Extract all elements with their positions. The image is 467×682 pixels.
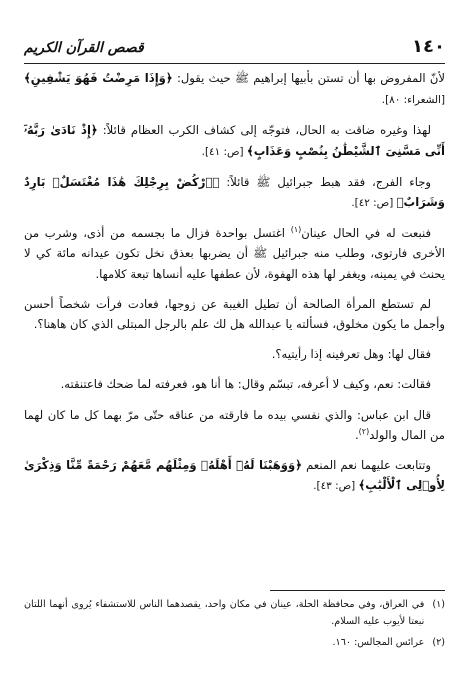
verse-reference: [الشعراء: ٨٠]. xyxy=(381,94,445,107)
paragraph-7 xyxy=(24,374,445,394)
paragraph-text: فنبعت له في الحال عينان xyxy=(301,226,431,241)
quran-verse: ﴿وَوَهَبْنَا لَهُۥٓ أَهْلَهُۥ وَمِثْلَهُم مَّعَهُمْ رَحْمَةً مِّنَّا وَذِكْرَىٰ لِأُو۟لِى ٱلْأَلْبَٰبِ﴾ xyxy=(24,458,445,493)
paragraph-8 xyxy=(24,405,445,445)
quran-verse: ﴿ٱرْكُضْ بِرِجْلِكَ هَٰذَا مُغْتَسَلٌۢ بَارِدٌ وَشَرَابٌ﴾ xyxy=(24,174,445,210)
header-divider xyxy=(24,63,445,64)
paragraph-text: لم تستطع المرأة الصالحة أن تطيل الغيبة عن زوجها، فعادت فرأت شخصاً أحسن وأجمل ما يكون مخلوق، فسألته يا عبدالله هل لك علم بالرجل المبتلى الذي كان هاهنا؟. xyxy=(24,296,445,332)
footnote-number: (١) xyxy=(432,599,445,610)
verse-reference: [ص: ٤٣]. xyxy=(313,480,359,493)
paragraph-text: . xyxy=(354,427,359,442)
paragraph-text: لهذا وغيره ضاقت به الحال، فتوجّه إلى كشاف الكرب العظام قائلاً: xyxy=(97,123,432,138)
paragraph-3 xyxy=(24,172,445,213)
paragraph-text: قال ابن عباس: والذي نفسي بيده ما فارقته من عناقه حتّى مرّ بهما كل ما كان لهما من المال والولد xyxy=(24,407,445,442)
footnotes xyxy=(24,596,445,655)
quran-verse: ﴿وَإِذَا مَرِضْتُ فَهُوَ يَشْفِينِ﴾ xyxy=(24,71,173,85)
paragraph-text: اغتسل بواحدة فزال ما بجسمه من أذى، وشرب من الأخرى فارتوى، وطلب منه جبرائيل ﷺ أن يضربها بعذق نخل تكون عيدانه مائة كي لا يحنث في يمينه، ويغفر لها هذه الهفوة، لأن عطفها عليه أنساها تبعة كلامها. xyxy=(24,226,445,281)
paragraph-text: وجاء الفرج، فقد هبط جبرائيل ﷺ قائلاً: xyxy=(219,174,431,189)
page-number: ١٤٠ xyxy=(412,36,445,57)
paragraph-1 xyxy=(24,68,445,110)
paragraph-text: فقال لها: وهل تعرفينه إذا رأيتيه؟. xyxy=(271,347,431,362)
paragraph-4 xyxy=(24,223,445,284)
footnote-marker[interactable]: (١) xyxy=(290,225,302,235)
footnote-marker[interactable]: (٢) xyxy=(358,426,370,436)
footnote-text: عرائس المجالس: ١٦٠. xyxy=(332,637,425,648)
paragraph-text: وتتابعت عليهما نعم المنعم xyxy=(302,458,432,473)
running-header xyxy=(24,34,445,58)
paragraph-9 xyxy=(24,455,445,496)
paragraph-text: فقالت: نعم، وكيف لا أعرفه، تبسّم وقال: ها أنا هو، فعرفته لما ضحك فاعتنقته. xyxy=(60,377,431,392)
quran-verse: ﴿إِذْ نَادَىٰ رَبَّهُۥٓ أَنِّى مَسَّنِىَ ٱلشَّيْطَٰنُ بِنُصْبٍ وَعَذَابٍ﴾ xyxy=(24,123,445,158)
main-text xyxy=(24,68,445,506)
paragraph-text: لأنّ المفروض بها أن تستن بأبيها إبراهيم ﷺ حيث يقول: xyxy=(172,71,446,85)
footnote-item xyxy=(24,596,445,630)
paragraph-2 xyxy=(24,120,445,161)
paragraph-6 xyxy=(24,344,445,364)
verse-reference: [ص: ٤٢]. xyxy=(351,197,397,210)
footnote-item xyxy=(24,634,445,651)
footnote-divider xyxy=(270,590,445,591)
verse-reference: [ص: ٤١]. xyxy=(201,145,247,158)
footnote-text: في العراق، وفي محافظة الحلة، عينان في مكان واحد، يقصدهما الناس للاستشفاء يُروى أنهما اللتان نبعتا لأيوب عليه السلام. xyxy=(24,599,425,627)
book-title: قصص القرآن الكريم xyxy=(24,40,144,56)
paragraph-5 xyxy=(24,294,445,334)
footnote-number: (٢) xyxy=(432,637,445,648)
